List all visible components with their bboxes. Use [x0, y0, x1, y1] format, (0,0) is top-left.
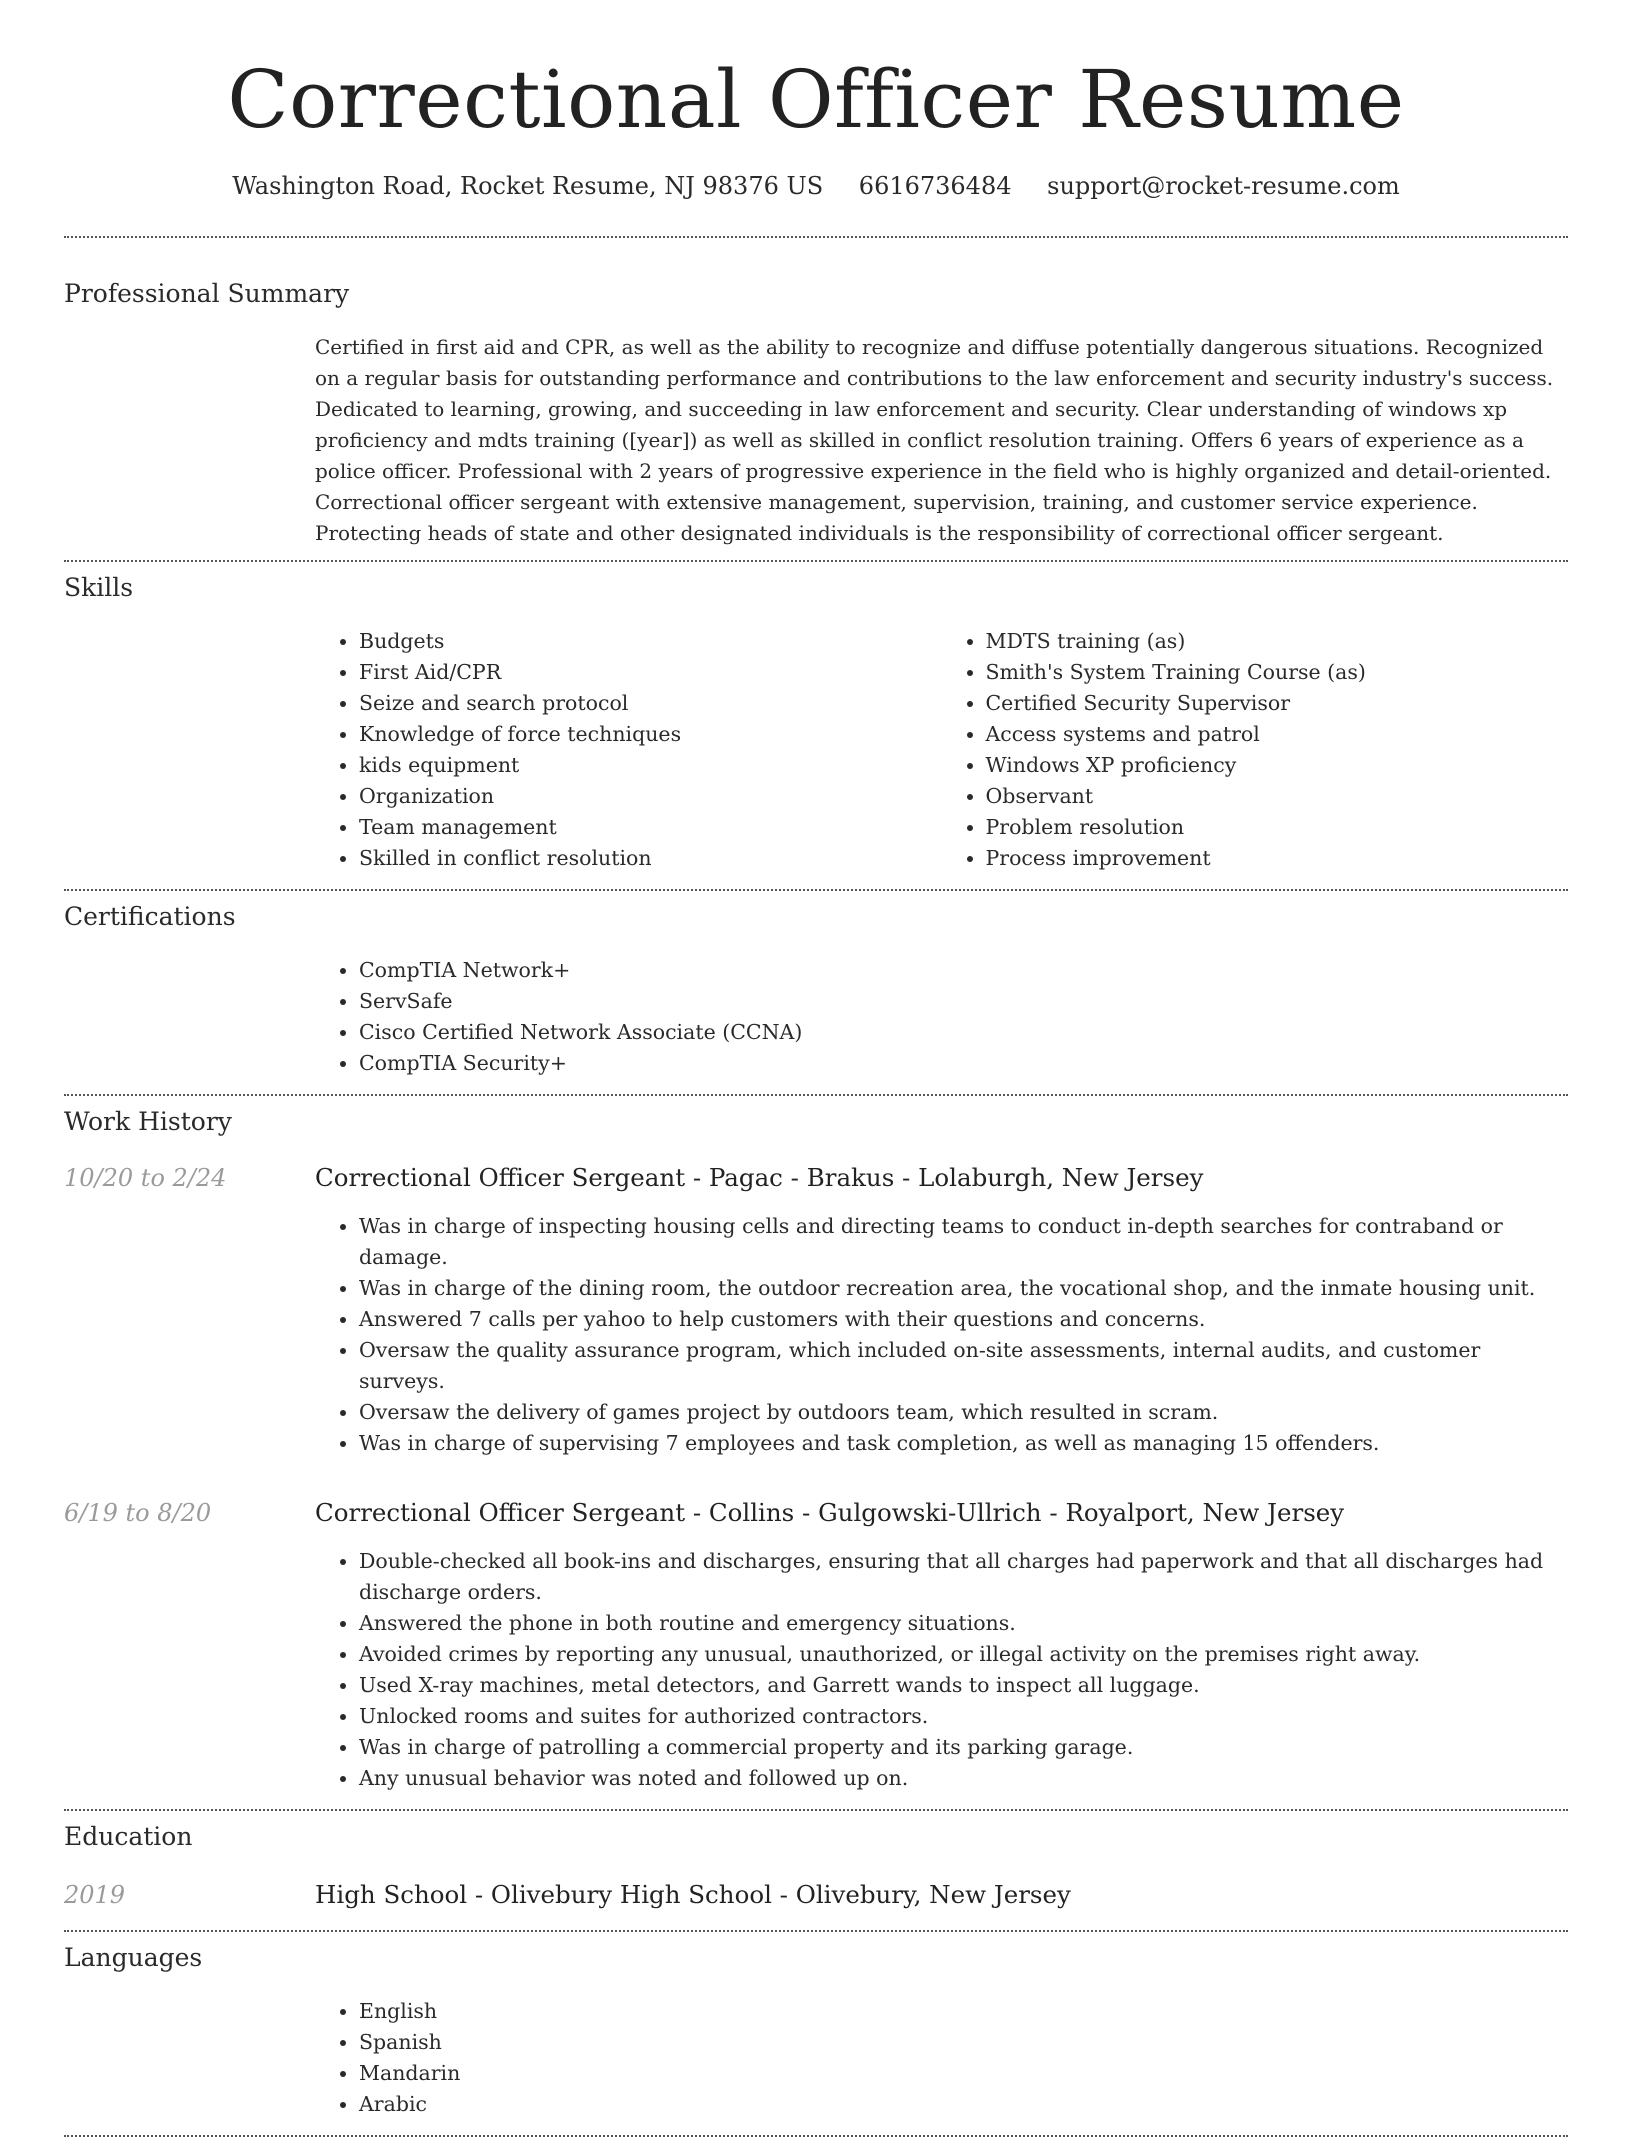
contact-address: Washington Road, Rocket Resume, NJ 98376 US [232, 172, 824, 200]
summary-section [64, 238, 1568, 549]
education-details: High School - Olivebury High School - Olivebury, New Jersey [315, 1880, 1071, 1909]
job-bullet: • Was in charge of patrolling a commercial property and its parking garage. [359, 1732, 1568, 1763]
skill-item: • Knowledge of force techniques [359, 719, 942, 750]
certification-item: • ServSafe [359, 986, 1568, 1017]
language-item: • English [359, 1996, 1568, 2027]
job-bullet: • Double-checked all book-ins and discharges, ensuring that all charges had paperwork and that all discharges had discharge orders. [359, 1546, 1568, 1608]
skill-item: • Organization [359, 781, 942, 812]
skill-item: • Budgets [359, 626, 942, 657]
job-bullet: • Unlocked rooms and suites for authorized contractors. [359, 1701, 1568, 1732]
skills-list-right [942, 626, 1569, 874]
certification-item: • Cisco Certified Network Associate (CCNA) [359, 1017, 1568, 1048]
job-bullet: • Was in charge of the dining room, the outdoor recreation area, the vocational shop, and the inmate housing unit. [359, 1273, 1568, 1304]
certifications-list [315, 955, 1568, 1079]
job-bullets [315, 1546, 1568, 1794]
job-bullet: • Avoided crimes by reporting any unusual, unauthorized, or illegal activity on the premises right away. [359, 1639, 1568, 1670]
skills-columns [315, 626, 1568, 874]
job-bullet: • Was in charge of inspecting housing cells and directing teams to conduct in-depth searches for contraband or damage. [359, 1211, 1568, 1273]
section-title-education: Education [64, 1822, 193, 1851]
job-bullet: • Oversaw the delivery of games project by outdoors team, which resulted in scram. [359, 1397, 1568, 1428]
work-history-section [64, 1096, 1568, 1794]
skill-item: • Certified Security Supervisor [986, 688, 1569, 719]
job-bullet: • Answered the phone in both routine and emergency situations. [359, 1608, 1568, 1639]
skills-section [64, 562, 1568, 874]
certifications-body [315, 955, 1568, 1079]
job-bullet: • Oversaw the quality assurance program, which included on-site assessments, internal audits, and customer surveys. [359, 1335, 1568, 1397]
skill-item: • Problem resolution [986, 812, 1569, 843]
languages-list [315, 1996, 1568, 2120]
skill-item: • Windows XP proficiency [986, 750, 1569, 781]
skill-item: • Access systems and patrol [986, 719, 1569, 750]
job-dates: 6/19 to 8/20 [64, 1499, 212, 1527]
skill-item: • MDTS training (as) [986, 626, 1569, 657]
skill-item: • Seize and search protocol [359, 688, 942, 719]
languages-body [315, 1996, 1568, 2120]
section-title-work-history: Work History [64, 1107, 232, 1136]
job-dates: 10/20 to 2/24 [64, 1164, 227, 1192]
contact-line [64, 170, 1568, 202]
resume-page [64, 0, 1568, 2137]
skill-item: • First Aid/CPR [359, 657, 942, 688]
contact-email: support@rocket-resume.com [1047, 172, 1400, 200]
languages-section [64, 1932, 1568, 2120]
language-item: • Arabic [359, 2089, 1568, 2120]
skill-item: • Smith's System Training Course (as) [986, 657, 1569, 688]
job-bullet-list [315, 1546, 1568, 1794]
skill-item: • Observant [986, 781, 1569, 812]
certifications-section [64, 891, 1568, 1079]
education-entry [64, 1879, 1568, 1911]
resume-title: Correctional Officer Resume [227, 53, 1405, 146]
certification-item: • CompTIA Network+ [359, 955, 1568, 986]
section-title-languages: Languages [64, 1943, 203, 1972]
skill-item: • Process improvement [986, 843, 1569, 874]
section-title-summary: Professional Summary [64, 279, 350, 308]
job-bullet-list [315, 1211, 1568, 1459]
job-entry [64, 1162, 1568, 1459]
contact-phone: 6616736484 [858, 172, 1012, 200]
job-title: Correctional Officer Sergeant - Collins - Gulgowski-Ullrich - Royalport, New Jersey [315, 1498, 1345, 1527]
job-bullet: • Any unusual behavior was noted and followed up on. [359, 1763, 1568, 1794]
summary-text: Certified in first aid and CPR, as well as the ability to recognize and diffuse potentially dangerous situations. Recognized on a regular basis for outstanding performance and contributions to the law enforcement and security industry's success. Dedicated to learning, growing, and succeeding in law enforcement and security. Clear understanding of windows xp proficiency and mdts training ([year]) as well as skilled in conflict resolution training. Offers 6 years of experience as a police officer. Professional with 2 years of progressive experience in the field who is highly organized and detail-oriented. Correctional officer sergeant with extensive management, supervision, training, and customer service experience. Protecting heads of state and other designated individuals is the responsibility of correctional officer sergeant. [315, 335, 1554, 545]
summary-body [315, 332, 1568, 549]
skills-list-left [315, 626, 942, 874]
education-section [64, 1811, 1568, 1911]
section-title-certifications: Certifications [64, 902, 236, 931]
job-bullet: • Used X-ray machines, metal detectors, and Garrett wands to inspect all luggage. [359, 1670, 1568, 1701]
certification-item: • CompTIA Security+ [359, 1048, 1568, 1079]
language-item: • Mandarin [359, 2058, 1568, 2089]
skill-item: • Skilled in conflict resolution [359, 843, 942, 874]
skill-item: • Team management [359, 812, 942, 843]
language-item: • Spanish [359, 2027, 1568, 2058]
job-bullets [315, 1211, 1568, 1459]
job-entry [64, 1497, 1568, 1794]
job-bullet: • Was in charge of supervising 7 employees and task completion, as well as managing 15 offenders. [359, 1428, 1568, 1459]
job-title: Correctional Officer Sergeant - Pagac - Brakus - Lolaburgh, New Jersey [315, 1163, 1204, 1192]
skill-item: • kids equipment [359, 750, 942, 781]
job-bullet: • Answered 7 calls per yahoo to help customers with their questions and concerns. [359, 1304, 1568, 1335]
education-year: 2019 [64, 1881, 126, 1909]
section-title-skills: Skills [64, 573, 134, 602]
